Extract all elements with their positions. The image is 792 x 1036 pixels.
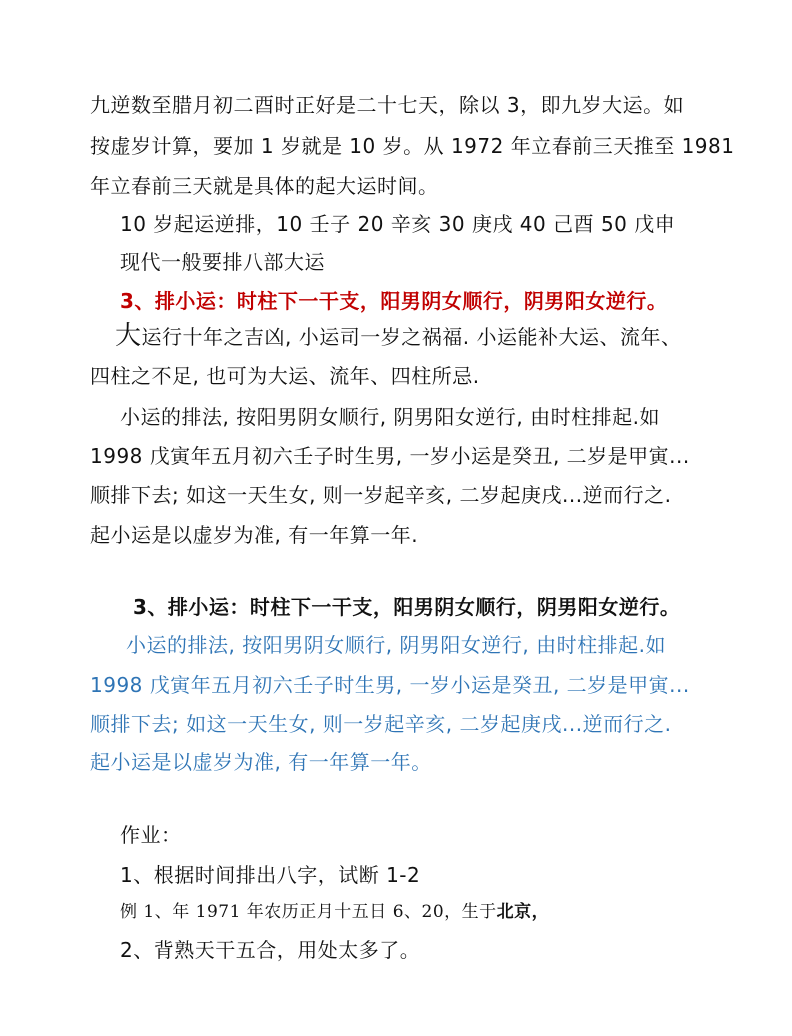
section-heading-red: 3、排小运：时柱下一干支，阳男阴女顺行，阴男阳女逆行。 [120,289,668,313]
paragraph-line: 小运的排法, 按阳男阴女顺行, 阴男阳女逆行, 由时柱排起.如 [126,633,667,657]
paragraph-line: 按虚岁计算，要加 1 岁就是 10 岁。从 1972 年立春前三天推至 1981 [90,134,735,158]
homework-item: 1、根据时间排出八字，试断 1-2 [120,863,421,887]
paragraph-line: 九逆数至腊月初二酉时正好是二十七天，除以 3，即九岁大运。如 [90,93,685,117]
example-place: 北京， [496,902,550,922]
section-heading: 3、排小运：时柱下一干支，阳男阴女顺行，阴男阳女逆行。 [133,595,681,619]
homework-example [120,904,549,921]
paragraph-text: 运行十年之吉凶, 小运司一岁之祸福. 小运能补大运、流年、 [141,325,682,349]
paragraph-line: 1998 戊寅年五月初六壬子时生男, 一岁小运是癸丑, 二岁是甲寅... [90,444,690,468]
example-text: 例 1、年 1971 年农历正月十五日 6、20，生于 [120,902,497,922]
paragraph-line: 顺排下去; 如这一天生女, 则一岁起辛亥, 二岁起庚戌...逆而行之. [90,712,672,736]
homework-title: 作业： [120,823,182,847]
paragraph-line: 现代一般要排八部大运 [120,250,325,274]
paragraph-line: 10 岁起运逆排，10 壬子 20 辛亥 30 庚戌 40 己酉 50 戊申 [120,212,676,236]
paragraph-line: 起小运是以虚岁为准, 有一年算一年。 [90,750,432,774]
paragraph-line-with-dropcap [115,323,681,349]
paragraph-line: 起小运是以虚岁为准, 有一年算一年. [90,523,419,547]
homework-item: 2、背熟天干五合，用处太多了。 [120,938,421,962]
paragraph-line: 四柱之不足, 也可为大运、流年、四柱所忌. [90,364,480,388]
paragraph-line: 顺排下去; 如这一天生女, 则一岁起辛亥, 二岁起庚戌...逆而行之. [90,483,672,507]
dropcap: 大 [115,321,142,351]
paragraph-line: 小运的排法, 按阳男阴女顺行, 阴男阳女逆行, 由时柱排起.如 [120,405,661,429]
paragraph-line: 1998 戊寅年五月初六壬子时生男, 一岁小运是癸丑, 二岁是甲寅... [90,673,690,697]
paragraph-line: 年立春前三天就是具体的起大运时间。 [90,174,439,198]
